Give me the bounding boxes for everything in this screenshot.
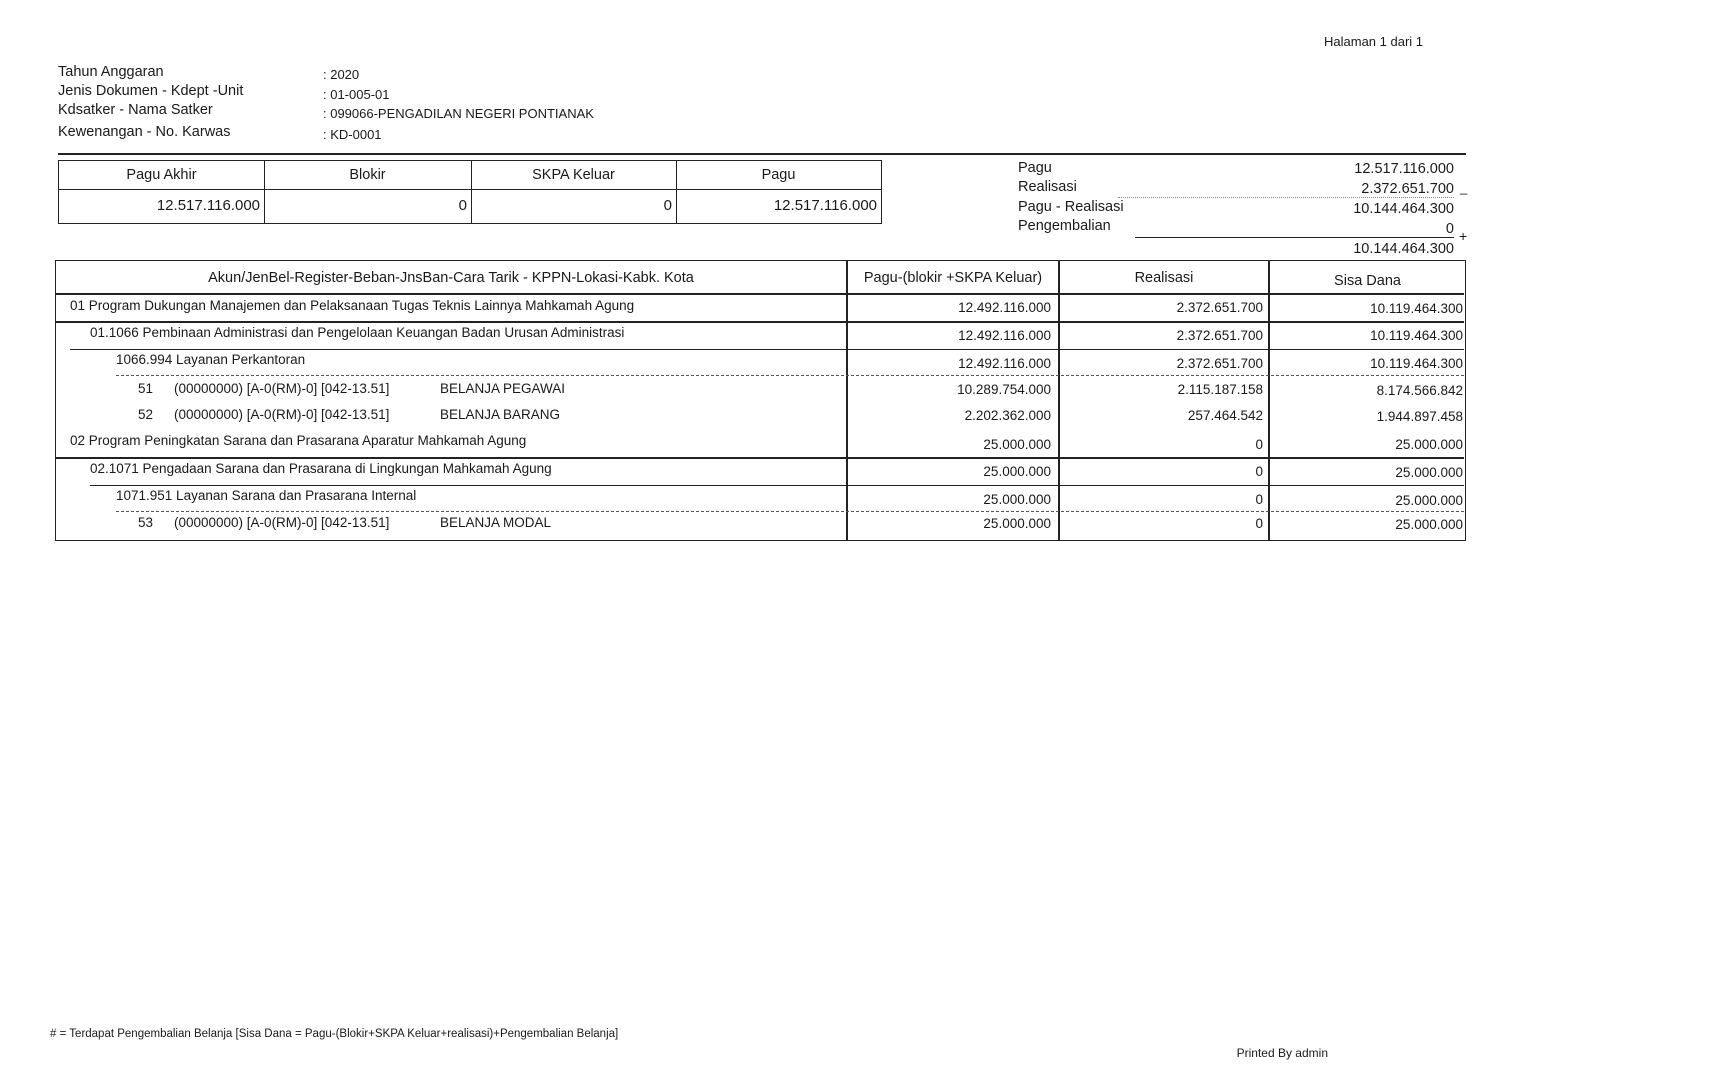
recap-pengembalian-label: Pengembalian [1018, 218, 1111, 234]
row-description: 1066.994 Layanan Perkantoran [116, 352, 306, 367]
row-realisasi: 2.372.651.700 [1176, 356, 1263, 371]
row-realisasi: 2.372.651.700 [1176, 300, 1263, 315]
meta-label: Jenis Dokumen - Kdept -Unit [58, 83, 244, 99]
row-realisasi: 2.372.651.700 [1176, 328, 1263, 343]
recap-realisasi-value: 2.372.651.700 [1361, 181, 1454, 197]
table-row [56, 513, 1465, 537]
row-pagu: 25.000.000 [983, 464, 1051, 479]
row-kode: (00000000) [A-0(RM)-0] [042-13.51] [174, 515, 390, 530]
row-pagu: 12.492.116.000 [958, 300, 1051, 315]
meta-value: : 2020 [323, 67, 360, 82]
summary-divider [59, 189, 881, 190]
row-dashed-separator [116, 511, 1464, 512]
meta-label: Kewenangan - No. Karwas [58, 124, 231, 140]
recap-pagu-realisasi-value: 10.144.464.300 [1353, 201, 1454, 217]
meta-value: : KD-0001 [323, 127, 382, 142]
table-row [56, 351, 1465, 375]
recap-realisasi-label: Realisasi [1018, 179, 1077, 195]
row-sisa: 25.000.000 [1395, 465, 1463, 480]
row-pagu: 25.000.000 [983, 437, 1051, 452]
printed-by: Printed By admin [1236, 1046, 1328, 1060]
row-pagu: 25.000.000 [983, 516, 1051, 531]
row-realisasi: 257.464.542 [1187, 408, 1263, 423]
row-akun: 53 [138, 515, 154, 530]
realisasi-table [55, 260, 1466, 541]
summary-value-pagu: 12.517.116.000 [773, 197, 877, 214]
row-sisa: 10.119.464.300 [1370, 301, 1463, 316]
row-belanja: BELANJA MODAL [440, 515, 552, 530]
row-description: 01.1066 Pembinaan Administrasi dan Pengelolaan Keuangan Badan Urusan Administrasi [90, 325, 625, 340]
recap-dotted-line [1118, 197, 1454, 198]
table-row [56, 487, 1465, 511]
table-row [56, 459, 1465, 483]
plus-sign: + [1459, 228, 1468, 244]
row-sisa: 25.000.000 [1395, 493, 1463, 508]
summary-header-pagu: Pagu [761, 167, 796, 183]
summary-box [58, 160, 882, 224]
header-sisa-dana: Sisa Dana [1334, 273, 1401, 289]
header-realisasi: Realisasi [1134, 270, 1194, 286]
row-kode: (00000000) [A-0(RM)-0] [042-13.51] [174, 381, 390, 396]
recap-total-value: 10.144.464.300 [1353, 241, 1454, 257]
row-akun: 52 [138, 407, 154, 422]
row-belanja: BELANJA PEGAWAI [440, 381, 566, 396]
row-sisa: 10.119.464.300 [1370, 356, 1463, 371]
row-pagu: 10.289.754.000 [957, 382, 1051, 397]
meta-value: : 099066-PENGADILAN NEGERI PONTIANAK [323, 106, 594, 121]
table-row [56, 405, 1465, 429]
header-divider [58, 153, 1466, 155]
recap-pagu-label: Pagu [1018, 160, 1052, 176]
meta-label: Kdsatker - Nama Satker [58, 102, 213, 118]
row-realisasi: 2.115.187.158 [1177, 382, 1263, 397]
header-pagu: Pagu-(blokir +SKPA Keluar) [863, 270, 1043, 286]
summary-header-skpa-keluar: SKPA Keluar [532, 167, 615, 183]
row-description: 1071.951 Layanan Sarana dan Prasarana Internal [116, 488, 417, 503]
row-description: 02 Program Peningkatan Sarana dan Prasarana Aparatur Mahkamah Agung [70, 433, 527, 448]
table-row [56, 431, 1465, 455]
row-kode: (00000000) [A-0(RM)-0] [042-13.51] [174, 407, 390, 422]
table-row [56, 295, 1465, 319]
row-sisa: 10.119.464.300 [1370, 328, 1463, 343]
header-akun: Akun/JenBel-Register-Beban-JnsBan-Cara Tarik - KPPN-Lokasi-Kabk. Kota [208, 270, 694, 286]
row-belanja: BELANJA BARANG [440, 407, 561, 422]
summary-header-blokir: Blokir [349, 167, 386, 183]
row-pagu: 12.492.116.000 [958, 356, 1051, 371]
table-row [56, 323, 1465, 347]
row-realisasi: 0 [1255, 437, 1263, 452]
recap-total-line [1135, 237, 1454, 238]
footnote: # = Terdapat Pengembalian Belanja [Sisa Dana = Pagu-(Blokir+SKPA Keluar+realisasi)+Pengembalian Belanja] [50, 1028, 619, 1040]
summary-value-skpa-keluar: 0 [663, 197, 672, 214]
row-realisasi: 0 [1255, 492, 1263, 507]
row-sisa: 25.000.000 [1395, 437, 1463, 452]
page-number: Halaman 1 dari 1 [1324, 34, 1423, 49]
summary-value-blokir: 0 [458, 197, 467, 214]
row-sisa: 25.000.000 [1395, 517, 1463, 532]
recap-pagu-realisasi-label: Pagu - Realisasi [1018, 199, 1124, 215]
table-row [56, 379, 1465, 403]
meta-label: Tahun Anggaran [58, 64, 164, 80]
row-realisasi: 0 [1255, 464, 1263, 479]
row-pagu: 12.492.116.000 [958, 328, 1051, 343]
row-akun: 51 [138, 381, 154, 396]
row-description: 01 Program Dukungan Manajemen dan Pelaksanaan Tugas Teknis Lainnya Mahkamah Agung [70, 298, 635, 313]
recap-pagu-value: 12.517.116.000 [1354, 161, 1454, 177]
minus-sign: _ [1460, 180, 1468, 195]
row-description: 02.1071 Pengadaan Sarana dan Prasarana di Lingkungan Mahkamah Agung [90, 461, 552, 476]
row-realisasi: 0 [1255, 516, 1263, 531]
summary-value-pagu-akhir: 12.517.116.000 [156, 197, 260, 214]
row-sisa: 8.174.566.842 [1376, 383, 1463, 398]
meta-value: : 01-005-01 [323, 87, 390, 102]
row-dashed-separator [116, 375, 1464, 376]
row-pagu: 2.202.362.000 [964, 408, 1051, 423]
recap-pengembalian-value: 0 [1445, 221, 1454, 237]
row-sisa: 1.944.897.458 [1376, 409, 1463, 424]
summary-header-pagu-akhir: Pagu Akhir [126, 167, 197, 183]
row-pagu: 25.000.000 [983, 492, 1051, 507]
